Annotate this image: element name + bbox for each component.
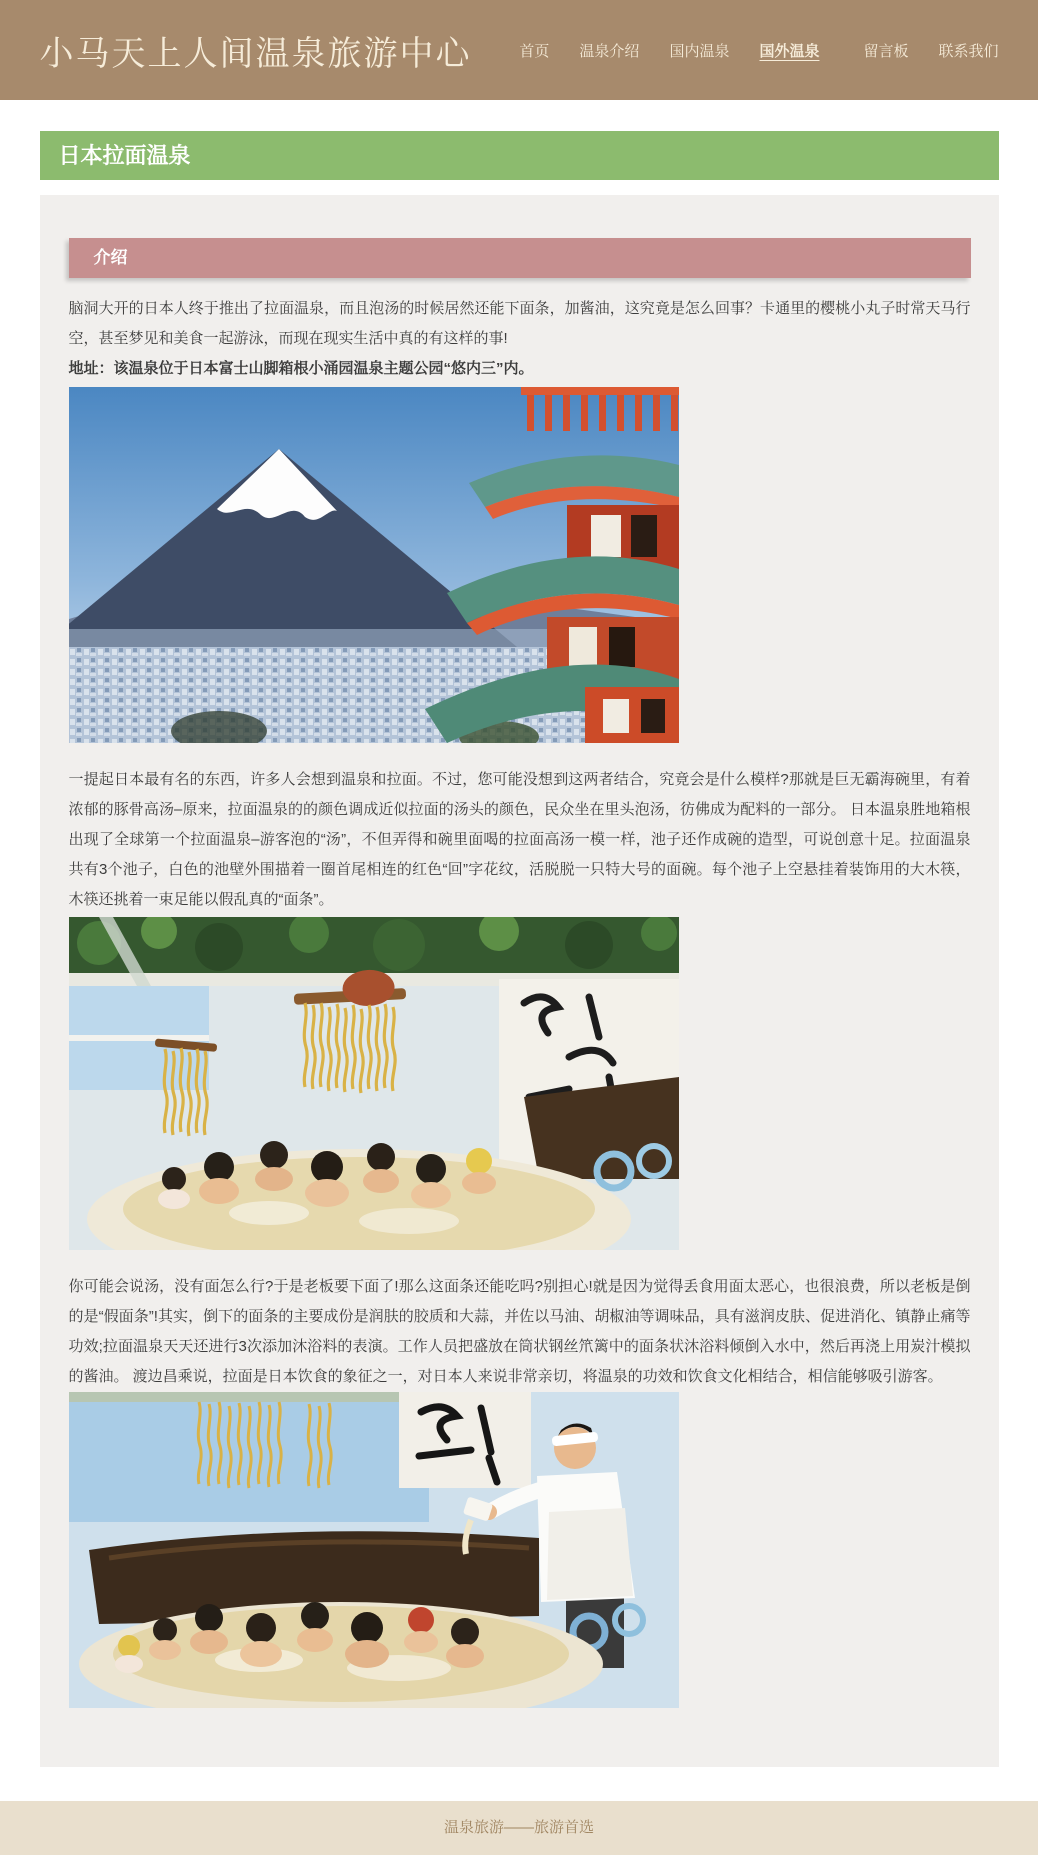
ramen-bath-chef-image (69, 1392, 679, 1708)
fuji-pagoda-image (69, 387, 679, 743)
main-nav (489, 40, 998, 61)
intro-paragraph: 脑洞大开的日本人终于推出了拉面温泉，而且泡汤的时候居然还能下面条，加酱油，这究竟是怎么回事？卡通里的樱桃小丸子时常天马行空，甚至梦见和美食一起游泳，而现在现实生活中真的有这样的事! (68, 299, 971, 347)
nav-item-onsen-intro[interactable]: 温泉介绍 (579, 42, 640, 60)
nav-item-message-board[interactable]: 留言板 (863, 42, 909, 60)
section-heading: 介绍 (69, 238, 971, 278)
nav-item-home[interactable]: 首页 (519, 42, 550, 60)
body-paragraph-1: 一提起日本最有名的东西，许多人会想到温泉和拉面。不过，您可能没想到这两者结合，究竟会是什么模样?那就是巨无霸海碗里，有着浓郁的豚骨高汤–原来，拉面温泉的的颜色调成近似拉面的汤头的颜色，民众坐在里头泡汤，彷佛成为配料的一部分。 日本温泉胜地箱根出现了全球第一个拉面温泉–游客泡的“汤”，不但弄得和碗里面喝的拉面高汤一模一样，池子还作成碗的造型，可说创意十足。拉面温泉共有3个池子，白色的池壁外围描着一圈首尾相连的红色“回”字花纹，活脱脱一只特大号的面碗。每个池子上空悬挂着装饰用的大木筷，木筷还挑着一束足能以假乱真的“面条”。 (68, 770, 971, 908)
page-title: 日本拉面温泉 (40, 131, 999, 180)
address-paragraph: 地址：该温泉位于日本富士山脚箱根小涌园温泉主题公园“悠内三”内。 (68, 359, 534, 377)
main-content (40, 131, 999, 1767)
nav-item-foreign-onsen[interactable]: 国外温泉 (759, 42, 820, 60)
site-footer (0, 1801, 1038, 1855)
site-title[interactable]: 小马天上人间温泉旅游中心 (39, 34, 472, 73)
ramen-bath-noodles-image (69, 917, 679, 1250)
site-header (0, 0, 1038, 100)
body-paragraph-2: 你可能会说汤，没有面怎么行?于是老板要下面了!那么这面条还能吃吗?别担心!就是因为觉得丢食用面太恶心，也很浪费，所以老板是倒的是“假面条”!其实，倒下的面条的主要成份是润肤的胶质和大蒜，并佐以马油、胡椒油等调味品，具有滋润皮肤、促进消化、镇静止痛等功效;拉面温泉天天还进行3次添加沐浴料的表演。工作人员把盛放在筒状钢丝笊篱中的面条状沐浴料倾倒入水中，然后再浇上用炭汁模拟的酱油。 渡边昌乘说，拉面是日本饮食的象征之一，对日本人来说非常亲切，将温泉的功效和饮食文化相结合，相信能够吸引游客。 (68, 1277, 971, 1385)
nav-item-domestic-onsen[interactable]: 国内温泉 (669, 42, 730, 60)
nav-item-contact-us[interactable]: 联系我们 (938, 42, 999, 60)
footer-slogan: 温泉旅游——旅游首选 (443, 1818, 594, 1836)
article-panel (40, 195, 999, 1767)
